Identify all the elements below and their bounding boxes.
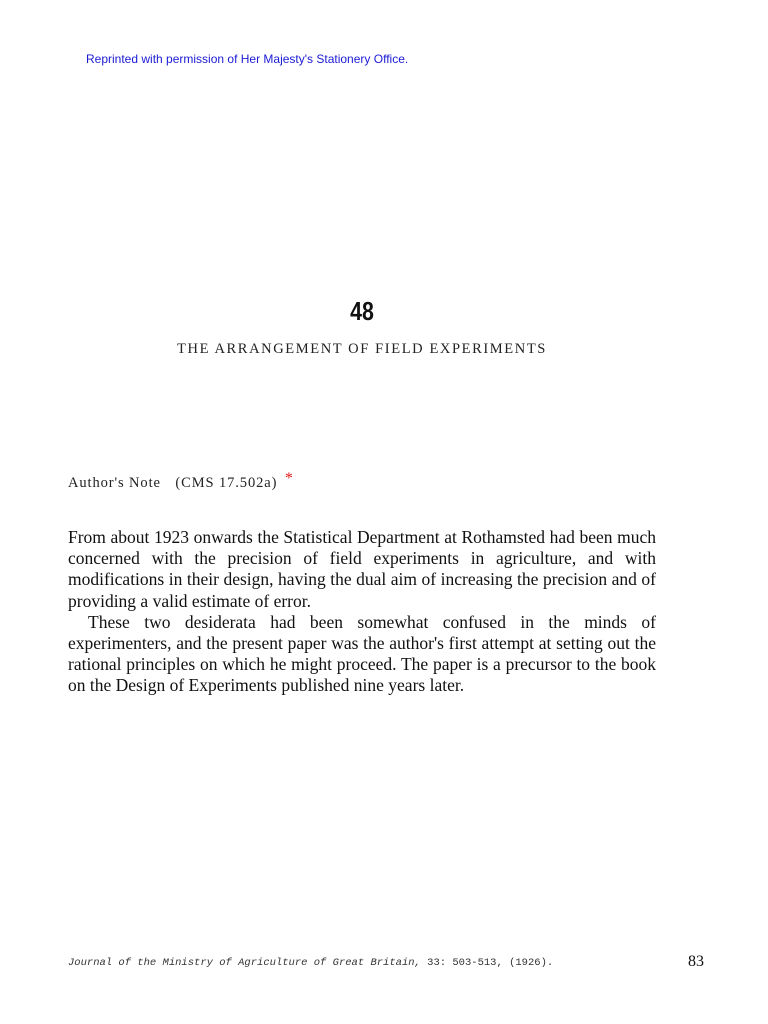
page-number: 83	[688, 953, 704, 970]
author-note	[68, 470, 294, 492]
chapter-title: THE ARRANGEMENT OF FIELD EXPERIMENTS	[177, 341, 547, 357]
citation	[68, 957, 553, 969]
footnote-marker: *	[284, 470, 294, 487]
citation-details: 33: 503-513, (1926).	[427, 957, 554, 969]
body-text	[68, 527, 656, 697]
author-note-label: Author's Note	[68, 475, 161, 491]
paragraph: These two desiderata had been somewhat confused in the minds of experimenters, and the present paper was the author's first attempt at setting out the rational principles on which he might proceed. The paper is a precursor to the book on the Design of Experiments published nine years later.	[68, 611, 656, 696]
reprint-notice: Reprinted with permission of Her Majesty's Stationery Office.	[86, 52, 409, 66]
chapter-number: 48	[350, 296, 374, 326]
author-note-reference: (CMS 17.502a)	[175, 475, 278, 491]
citation-journal: Journal of the Ministry of Agriculture of Great Britain,	[68, 957, 421, 969]
paragraph: From about 1923 onwards the Statistical Department at Rothamsted had been much concerned with the precision of field experiments in agriculture, and with modifications in their design, having the dual aim of increasing the precision and of providing a valid estimate of error.	[68, 527, 656, 611]
